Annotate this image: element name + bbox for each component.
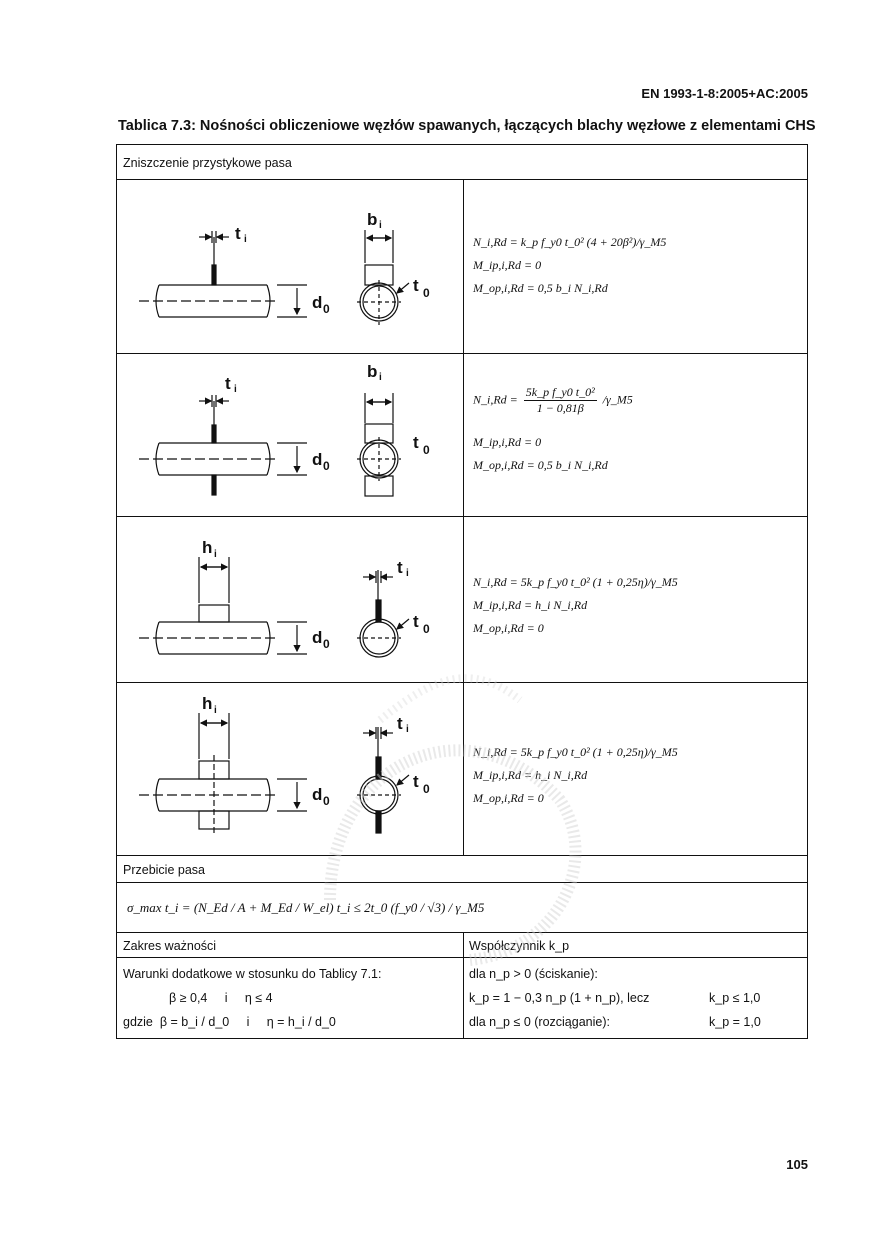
section-punching-label: Przebicie pasa [123,863,205,877]
case1-bi-sub: i [379,220,382,231]
case3-t0-sub: 0 [423,622,430,636]
case2-bi-sub: i [379,372,382,383]
case4-ti-label: t [397,714,403,733]
case2-formula-N-fraction [524,385,597,416]
case2-d0-sub: 0 [323,459,330,473]
case2-bi-label: b [367,362,378,381]
case4-ti-sub: i [406,724,409,735]
validity-divider [463,933,464,1039]
case2-formula-Mop: M_op,i,Rd = 0,5 b_i N_i,Rd [473,458,608,472]
punching-formula: σ_max t_i = (N_Ed / A + M_Ed / W_el) t_i ≤ 2t_0 (f_y0 / √3) / γ_M5 [127,900,485,915]
case1-d0-label: d [312,293,323,312]
case2-formula-N-den: 1 − 0,81β [524,400,597,416]
case4-section [357,727,409,833]
validity-line-3: gdzie β = b_i / d_0 i η = h_i / d_0 [123,1015,336,1029]
case4-hi-sub: i [214,705,217,716]
case1-formula-Mop: M_op,i,Rd = 0,5 b_i N_i,Rd [473,281,608,295]
punching-formula-row [117,883,807,933]
case3-d0-label: d [312,628,323,647]
coeff-line-5: k_p = 1,0 [709,1015,761,1029]
case2-ti-sub: i [234,384,237,395]
coeff-line-2: k_p = 1 − 0,3 n_p (1 + n_p), lecz [469,991,650,1005]
joint-diagrams [117,145,463,856]
case2-t0-label: t [413,433,419,452]
coefficient-title: Współczynnik k_p [469,939,570,953]
case1-bi-label: b [367,210,378,229]
coeff-line-1: dla n_p > 0 (ściskanie): [469,967,598,981]
case1-elevation [139,231,307,317]
case3-elevation [139,557,307,654]
case4-d0-label: d [312,785,323,804]
case2-t0-sub: 0 [423,443,430,457]
case1-section [357,230,409,325]
case4-formula-Mop: M_op,i,Rd = 0 [473,791,544,805]
case4-elevation [139,713,307,835]
coeff-line-4: dla n_p ≤ 0 (rozciąganie): [469,1015,610,1029]
case3-hi-sub: i [214,549,217,560]
case3-formula-Mip: M_ip,i,Rd = h_i N_i,Rd [473,598,588,612]
case3-hi-label: h [202,538,213,557]
page-number: 105 [786,1157,808,1172]
case3-d0-sub: 0 [323,637,330,651]
case2-formula-N [473,385,633,416]
case1-formula-N: N_i,Rd = k_p f_y0 t_0² (4 + 20β²)/γ_M5 [473,235,667,249]
case2-d0-label: d [312,450,323,469]
standard-reference: EN 1993-1-8:2005+AC:2005 [641,86,808,101]
case3-t0-label: t [413,612,419,631]
case3-ti-sub: i [406,568,409,579]
case2-formula-N-prefix: N_i,Rd = [473,392,518,407]
case4-hi-label: h [202,694,213,713]
case1-formula-Mip: M_ip,i,Rd = 0 [473,258,542,272]
validity-header-row [117,933,807,958]
case4-formula-N: N_i,Rd = 5k_p f_y0 t_0² (1 + 0,25η)/γ_M5 [473,745,678,759]
case3-formula-N: N_i,Rd = 5k_p f_y0 t_0² (1 + 0,25η)/γ_M5 [473,575,678,589]
case1-ti-label: t [235,224,241,243]
coeff-line-3: k_p ≤ 1,0 [709,991,761,1005]
column-divider [463,180,464,856]
case3-section [357,570,409,657]
case2-section [357,393,401,496]
case1-ti-sub: i [244,234,247,245]
validity-line-2: β ≥ 0,4 i η ≤ 4 [169,991,273,1005]
case2-formula-N-suffix: /γ_M5 [602,392,633,407]
resistance-table [116,144,808,1039]
case4-t0-sub: 0 [423,782,430,796]
case3-ti-label: t [397,558,403,577]
case2-formula-N-num: 5k_p f_y0 t_0² [525,385,595,399]
validity-line-1: Warunki dodatkowe w stosunku do Tablicy 7.1: [123,967,382,981]
validity-title: Zakres ważności [123,939,217,953]
section-chord-failure-label: Zniszczenie przystykowe pasa [123,156,292,170]
section-punching-row [117,856,807,883]
case2-elevation [139,395,307,495]
case3-formula-Mop: M_op,i,Rd = 0 [473,621,544,635]
case1-d0-sub: 0 [323,302,330,316]
case2-ti-label: t [225,374,231,393]
case4-t0-label: t [413,772,419,791]
case2-formula-Mip: M_ip,i,Rd = 0 [473,435,542,449]
case1-t0-label: t [413,276,419,295]
case4-formula-Mip: M_ip,i,Rd = h_i N_i,Rd [473,768,588,782]
case4-d0-sub: 0 [323,794,330,808]
table-title: Tablica 7.3: Nośności obliczeniowe węzłów spawanych, łączących blachy węzłowe z elementami CHS [118,118,816,134]
case1-t0-sub: 0 [423,286,430,300]
